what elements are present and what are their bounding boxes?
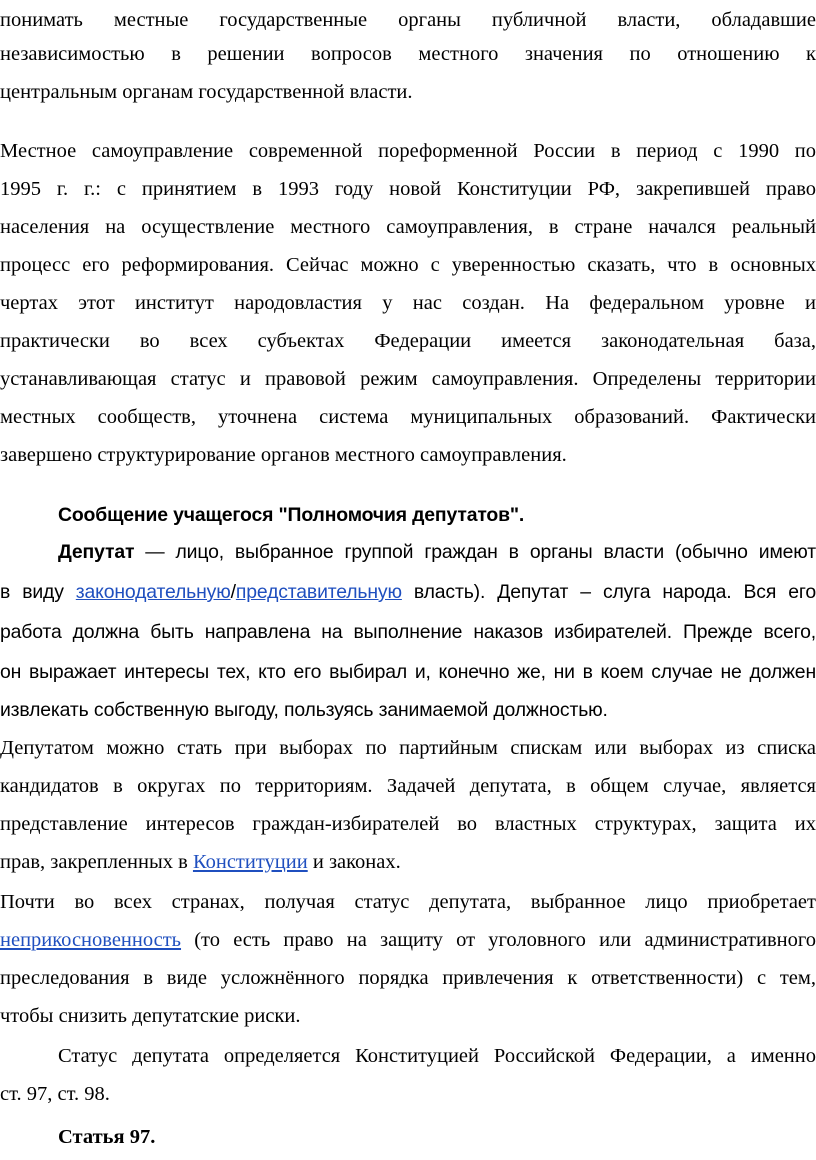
term-deputy: Депутат [58, 541, 135, 563]
paragraph-line [0, 922, 816, 958]
paragraph-line: центральным органам государственной власти. [0, 81, 413, 103]
paragraph-line [0, 574, 816, 610]
paragraph-line: работа должна быть направлена на выполнение наказов избирателей. Прежде всего, [0, 621, 816, 643]
paragraph-line: он выражает интересы тех, кто его выбирал и, конечно же, ни в коем случае не должен [0, 661, 816, 683]
paragraph-line: местных сообществ, уточнена система муниципальных образований. Фактически [0, 406, 816, 428]
link-legislative[interactable]: законодательную [75, 581, 231, 603]
paragraph-line: населения на осуществление местного самоуправления, в стране начался реальный [0, 216, 816, 238]
paragraph-line: 1995 г. г.: с принятием в 1993 году новой Конституции РФ, закрепившей право [0, 178, 816, 200]
paragraph-line: чертах этот институт народовластия у нас создан. На федеральном уровне и [0, 292, 816, 314]
paragraph-line: понимать местные государственные органы публичной власти, обладавшие [0, 9, 816, 31]
paragraph-line [58, 534, 816, 570]
paragraph-line: независимостью в решении вопросов местного значения по отношению к [0, 43, 816, 65]
link-immunity[interactable]: неприкосновенность [0, 929, 182, 951]
paragraph-line: Местное самоуправление современной пореформенной России в период с 1990 по [0, 140, 816, 162]
paragraph-line: кандидатов в округах по территориям. Задачей депутата, в общем случае, является [0, 775, 816, 797]
paragraph-line: Депутатом можно стать при выборах по партийным спискам или выборах из списка [0, 737, 816, 759]
paragraph-line: практически во всех субъектах Федерации имеется законодательная база, [0, 330, 816, 352]
paragraph-line: ст. 97, ст. 98. [0, 1083, 110, 1105]
section-heading: Сообщение учащегося "Полномочия депутатов". [58, 504, 525, 526]
link-constitution[interactable]: Конституции [192, 851, 308, 873]
paragraph-text: прав, закрепленных в [0, 851, 193, 873]
paragraph-line: представление интересов граждан-избирателей во властных структурах, защита их [0, 813, 816, 835]
paragraph-text: в виду [0, 581, 76, 603]
paragraph-text: (то есть право на защиту от уголовного или административного [181, 929, 816, 951]
paragraph-line: завершено структурирование органов местного самоуправления. [0, 444, 567, 466]
link-representative[interactable]: представительную [235, 581, 402, 603]
paragraph-line: чтобы снизить депутатские риски. [0, 1005, 301, 1027]
slash-separator: / [230, 581, 236, 603]
paragraph-line: Статус депутата определяется Конституцией Российской Федерации, а именно [58, 1045, 816, 1067]
paragraph-line: устанавливающая статус и правовой режим самоуправления. Определены территории [0, 368, 816, 390]
paragraph-text: и законах. [307, 851, 401, 873]
paragraph-line: Почти во всех странах, получая статус депутата, выбранное лицо приобретает [0, 891, 816, 913]
paragraph-text: власть). Депутат – слуга народа. Вся его [401, 581, 816, 603]
paragraph-line: извлекать собственную выгоду, пользуясь занимаемой должностью. [0, 699, 608, 721]
paragraph-text: — лицо, выбранное группой граждан в органы власти (обычно имеют [134, 541, 816, 563]
paragraph-line [0, 844, 816, 880]
paragraph-line: процесс его реформирования. Сейчас можно с уверенностью сказать, что в основных [0, 254, 816, 276]
paragraph-line: преследования в виде усложнённого порядка привлечения к ответственности) с тем, [0, 967, 816, 989]
article-heading: Статья 97. [58, 1126, 156, 1148]
